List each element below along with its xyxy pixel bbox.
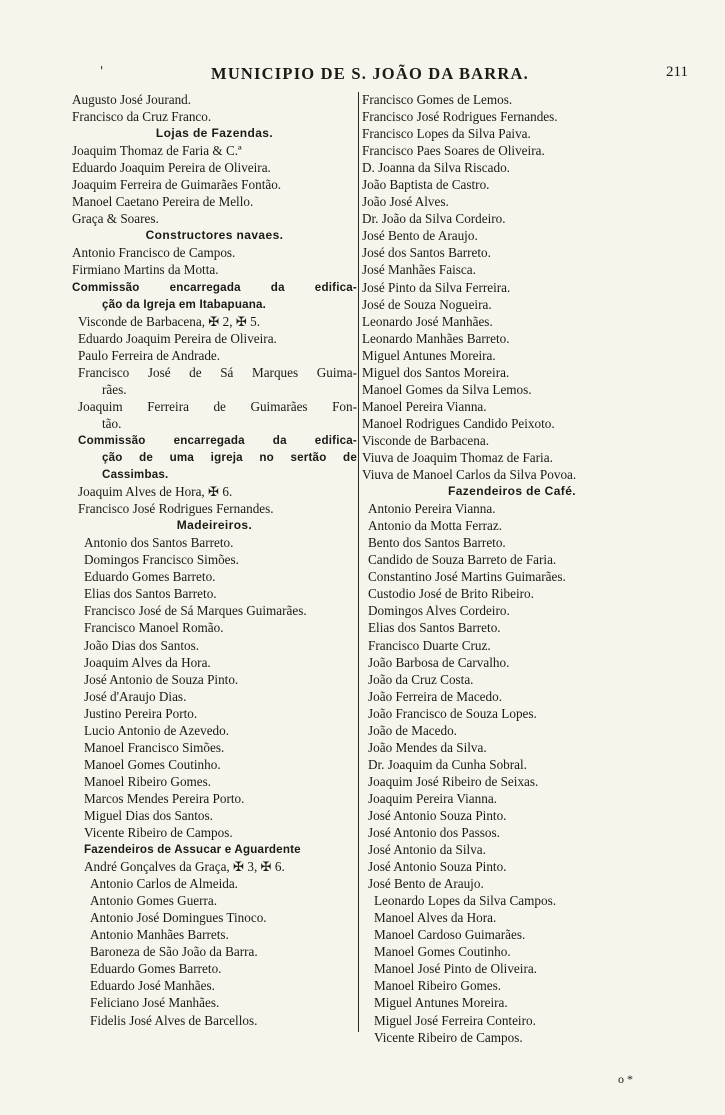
list-item: Miguel Dias dos Santos.	[84, 807, 213, 823]
list-item: Francisco Lopes da Silva Paiva.	[362, 126, 531, 142]
list-item: Domingos Alves Cordeiro.	[368, 603, 510, 619]
list-item: Manoel Cardoso Guimarães.	[374, 927, 526, 943]
section-heading-commissao-cassimbas-cont: Cassimbas.	[102, 468, 169, 482]
list-item: João Francisco de Souza Lopes.	[368, 705, 537, 721]
list-item: Miguel dos Santos Moreira.	[362, 364, 510, 380]
list-item: João de Macedo.	[368, 722, 457, 738]
list-item: José Bento de Araujo.	[362, 228, 478, 244]
list-item: Graça & Soares.	[72, 211, 159, 227]
list-item: Leonardo José Manhães.	[362, 313, 493, 329]
list-item: Antonio José Domingues Tinoco.	[90, 910, 267, 926]
list-item: José de Souza Nogueira.	[362, 296, 492, 312]
column-divider	[358, 92, 359, 1032]
list-item: Manoel Gomes da Silva Lemos.	[362, 381, 532, 397]
section-heading-lojas: Lojas de Fazendas.	[155, 126, 274, 141]
list-item: Joaquim Thomaz de Faria & C.ª	[72, 143, 242, 159]
page-header	[70, 64, 688, 86]
section-heading-madeireiros: Madeireiros.	[176, 518, 253, 533]
list-item: Francisco Manoel Romão.	[84, 620, 224, 636]
list-item: Manoel Gomes Coutinho.	[84, 756, 221, 772]
list-item: Paulo Ferreira de Andrade.	[78, 347, 221, 363]
list-item: Joaquim José Ribeiro de Seixas.	[368, 773, 539, 789]
list-item: José dos Santos Barreto.	[362, 245, 491, 261]
section-heading-constructores: Constructores navaes.	[145, 228, 284, 243]
list-item: Marcos Mendes Pereira Porto.	[84, 790, 245, 806]
list-item: Francisco Paes Soares de Oliveira.	[362, 143, 545, 159]
list-item-cont: rães.	[102, 381, 127, 397]
list-item: Manoel Rodrigues Candido Peixoto.	[362, 415, 555, 431]
list-item: José Antonio dos Passos.	[368, 825, 500, 841]
list-item: Elias dos Santos Barreto.	[84, 586, 217, 602]
page-title: MUNICIPIO DE S. JOÃO DA BARRA.	[211, 64, 529, 83]
list-item: Francisco José de Sá Marques Guimarães.	[84, 603, 307, 619]
list-item: Manoel José Pinto de Oliveira.	[374, 961, 537, 977]
footer-mark: o *	[618, 1072, 633, 1086]
list-item: Antonio Francisco de Campos.	[72, 245, 236, 261]
list-item: Custodio José de Brito Ribeiro.	[368, 586, 534, 602]
list-item: Baroneza de São João da Barra.	[90, 944, 258, 960]
page-number: 211	[666, 64, 688, 80]
list-item: Dr. João da Silva Cordeiro.	[362, 211, 506, 227]
list-item: Manoel Ribeiro Gomes.	[84, 773, 212, 789]
list-item: Vicente Ribeiro de Campos.	[84, 825, 233, 841]
list-item: Antonio Gomes Guerra.	[90, 893, 218, 909]
list-item: Francisco Gomes de Lemos.	[362, 92, 513, 107]
list-item: Justino Pereira Porto.	[84, 705, 198, 721]
list-item: Antonio da Motta Ferraz.	[368, 518, 503, 534]
list-item: Manoel Gomes Coutinho.	[374, 944, 511, 960]
list-item: João Barbosa de Carvalho.	[368, 654, 510, 670]
list-item: Francisco José Rodrigues Fernandes.	[362, 109, 558, 125]
list-item: Constantino José Martins Guimarães.	[368, 569, 566, 585]
list-item: Visconde de Barbacena.	[362, 432, 489, 448]
section-heading-cafe: Fazendeiros de Café.	[447, 484, 577, 499]
list-item: Miguel Antunes Moreira.	[362, 347, 496, 363]
list-item: Francisco da Cruz Franco.	[72, 109, 212, 125]
list-item: Viuva de Manoel Carlos da Silva Povoa.	[362, 467, 577, 483]
list-item: Manoel Ribeiro Gomes.	[374, 978, 502, 994]
section-heading-commissao-itabapuana-cont: ção da Igreja em Itabapuana.	[102, 297, 267, 311]
header-mark: '	[100, 64, 104, 78]
list-item: Manoel Caetano Pereira de Mello.	[72, 194, 254, 210]
list-item: Francisco Duarte Cruz.	[368, 637, 491, 653]
list-item: Elias dos Santos Barreto.	[368, 620, 501, 636]
list-item: Augusto José Jourand.	[72, 92, 192, 107]
section-heading-assucar: Fazendeiros de Assucar e Aguardente	[84, 843, 301, 857]
list-item: José Antonio Souza Pinto.	[368, 807, 507, 823]
list-item: Leonardo Lopes da Silva Campos.	[374, 893, 557, 909]
list-item: Eduardo Joaquim Pereira de Oliveira.	[78, 330, 277, 346]
list-item: José Pinto da Silva Ferreira.	[362, 279, 511, 295]
list-item: Antonio Carlos de Almeida.	[90, 876, 238, 892]
list-item: João José Alves.	[362, 194, 449, 210]
list-item: Antonio Pereira Vianna.	[368, 501, 496, 517]
list-item: José Antonio Souza Pinto.	[368, 859, 507, 875]
list-item: Miguel José Ferreira Conteiro.	[374, 1012, 536, 1028]
list-item: Lucio Antonio de Azevedo.	[84, 722, 230, 738]
list-item: João Dias dos Santos.	[84, 637, 200, 653]
list-item: Eduardo Gomes Barreto.	[84, 569, 216, 585]
list-item: José Antonio de Souza Pinto.	[84, 671, 239, 687]
list-item: Joaquim Ferreira de Guimarães Fon-	[78, 398, 357, 414]
list-item: José Manhães Faisca.	[362, 262, 476, 278]
list-item: João Baptista de Castro.	[362, 177, 490, 193]
list-item: Leonardo Manhães Barreto.	[362, 330, 510, 346]
list-item: Joaquim Pereira Vianna.	[368, 790, 497, 806]
left-column	[72, 91, 357, 1029]
list-item: Antonio dos Santos Barreto.	[84, 535, 234, 551]
list-item: Domingos Francisco Simões.	[84, 552, 239, 568]
list-item: João da Cruz Costa.	[368, 671, 474, 687]
list-item: José Bento de Araujo.	[368, 876, 484, 892]
list-item: Joaquim Alves de Hora, ✠ 6.	[78, 484, 233, 500]
list-item: Dr. Joaquim da Cunha Sobral.	[368, 756, 527, 772]
section-heading-commissao-cassimbas: Commissão encarregada da edifica-	[78, 433, 357, 447]
list-item: Joaquim Alves da Hora.	[84, 654, 211, 670]
list-item: José d'Araujo Dias.	[84, 688, 187, 704]
list-item: Visconde de Barbacena, ✠ 2, ✠ 5.	[78, 313, 261, 329]
list-item: Francisco José de Sá Marques Guima-	[78, 364, 357, 380]
list-item: D. Joanna da Silva Riscado.	[362, 160, 510, 176]
list-item-cont: tão.	[102, 415, 122, 431]
list-item: Fidelis José Alves de Barcellos.	[90, 1012, 258, 1028]
list-item: Manoel Alves da Hora.	[374, 910, 497, 926]
list-item: Bento dos Santos Barreto.	[368, 535, 506, 551]
list-item: Eduardo José Manhães.	[90, 978, 215, 994]
right-column	[362, 91, 662, 1046]
list-item: Joaquim Ferreira de Guimarães Fontão.	[72, 177, 282, 193]
list-item: Antonio Manhães Barrets.	[90, 927, 229, 943]
list-item: Eduardo Gomes Barreto.	[90, 961, 222, 977]
list-item: Manoel Pereira Vianna.	[362, 398, 487, 414]
list-item: Candido de Souza Barreto de Faria.	[368, 552, 557, 568]
list-item: Feliciano José Manhães.	[90, 995, 220, 1011]
list-item: Francisco José Rodrigues Fernandes.	[78, 501, 274, 517]
list-item: José Antonio da Silva.	[368, 842, 486, 858]
list-item: João Mendes da Silva.	[368, 739, 487, 755]
list-item: Viuva de Joaquim Thomaz de Faria.	[362, 449, 553, 465]
list-item: João Ferreira de Macedo.	[368, 688, 503, 704]
section-heading-commissao-cassimbas-cont: ção de uma igreja no sertão de	[102, 450, 357, 464]
list-item: Eduardo Joaquim Pereira de Oliveira.	[72, 160, 271, 176]
list-item: Miguel Antunes Moreira.	[374, 995, 508, 1011]
list-item: Vicente Ribeiro de Campos.	[374, 1029, 523, 1045]
list-item: André Gonçalves da Graça, ✠ 3, ✠ 6.	[84, 859, 285, 875]
list-item: Firmiano Martins da Motta.	[72, 262, 219, 278]
section-heading-commissao-itabapuana: Commissão encarregada da edifica-	[72, 280, 357, 294]
list-item: Manoel Francisco Simões.	[84, 739, 225, 755]
